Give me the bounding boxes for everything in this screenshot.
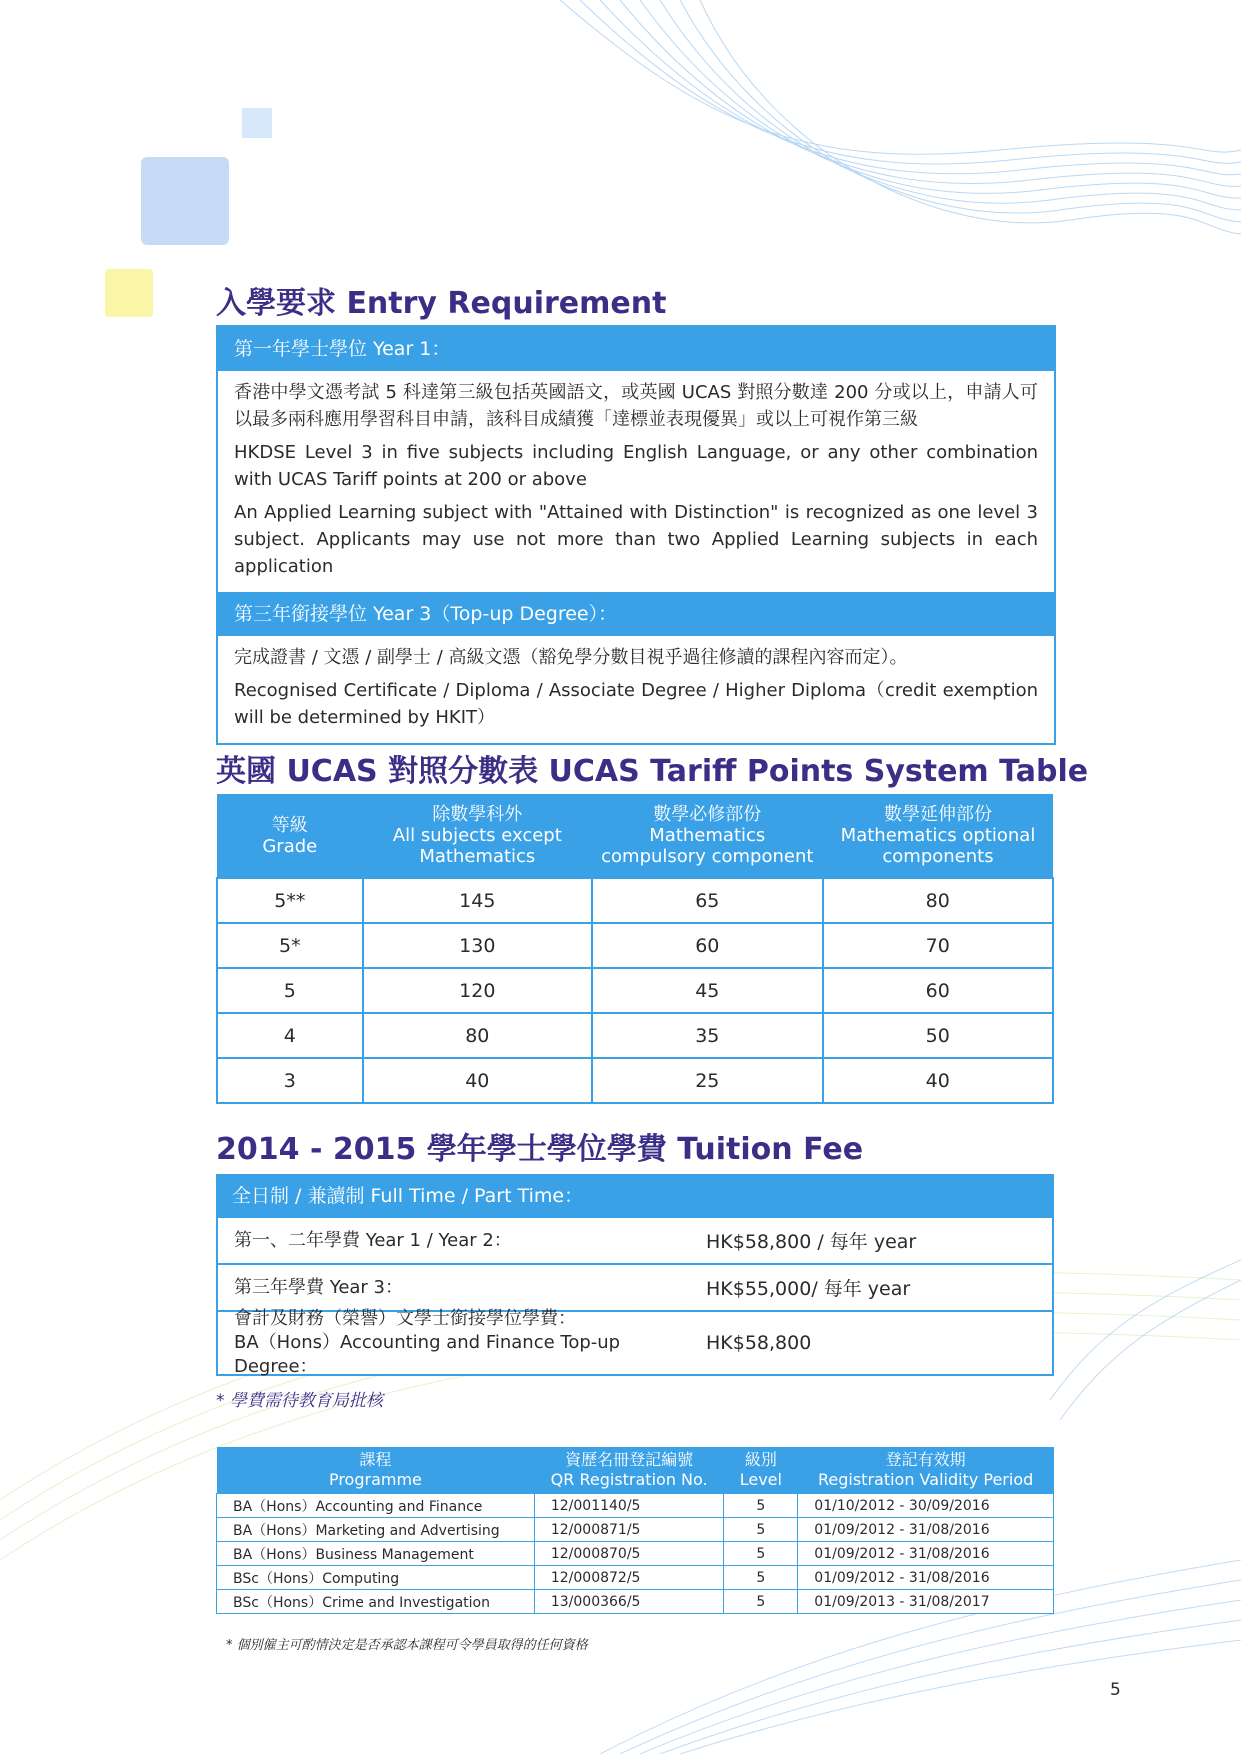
- table-cell: 5*: [217, 923, 363, 968]
- table-cell: 12/000871/5: [534, 1518, 724, 1542]
- year3-en-text: Recognised Certificate / Diploma / Associate Degree / Higher Diploma（credit exemption will be determined by HKIT）: [234, 680, 1038, 728]
- table-cell: 45: [592, 968, 822, 1013]
- fee-label-zh: 會計及財務（榮譽）文學士銜接學位學費：: [234, 1308, 576, 1329]
- table-row: [217, 968, 1053, 1013]
- table-cell: 5: [724, 1566, 798, 1590]
- table-cell: 4: [217, 1013, 363, 1058]
- table-cell: 12/000872/5: [534, 1566, 724, 1590]
- tariff-header-row: [217, 794, 1053, 878]
- table-cell: 35: [592, 1013, 822, 1058]
- table-row: [217, 878, 1053, 923]
- fee-note: * 學費需待教育局批核: [216, 1391, 383, 1411]
- table-cell: 5: [724, 1518, 798, 1542]
- table-cell: 120: [363, 968, 592, 1013]
- entry-requirement-box: [216, 325, 1056, 745]
- table-row: [217, 1566, 1054, 1590]
- table-cell: 130: [363, 923, 592, 968]
- tariff-header-all-subjects: 除數學科外 All subjects except Mathematics: [363, 794, 592, 878]
- table-cell: 50: [823, 1013, 1053, 1058]
- table-cell: BA（Hons）Marketing and Advertising: [217, 1518, 535, 1542]
- year1-applied-learning-text: An Applied Learning subject with "Attained with Distinction" is recognized as one level 3 subject. Applicants may use not more than two Applied Learning subjects in each application: [234, 502, 1038, 577]
- fee-row: [216, 1308, 1054, 1377]
- table-row: [217, 1590, 1054, 1614]
- table-cell: 3: [217, 1058, 363, 1103]
- table-cell: BSc（Hons）Crime and Investigation: [217, 1590, 535, 1614]
- table-cell: BA（Hons）Business Management: [217, 1542, 535, 1566]
- year3-body: [218, 636, 1054, 743]
- table-cell: 80: [823, 878, 1053, 923]
- table-cell: 40: [823, 1058, 1053, 1103]
- tariff-header-math-optional: 數學延伸部份 Mathematics optional components: [823, 794, 1053, 878]
- table-cell: BSc（Hons）Computing: [217, 1566, 535, 1590]
- table-cell: 01/09/2012 - 31/08/2016: [798, 1566, 1054, 1590]
- tuition-fee-title: 2014 - 2015 學年學士學位學費 Tuition Fee: [216, 1132, 864, 1167]
- table-row: [217, 1542, 1054, 1566]
- tuition-fee-box: [216, 1174, 1054, 1376]
- reg-header-programme: 課程 Programme: [217, 1447, 535, 1494]
- table-row: [217, 1058, 1053, 1103]
- fee-label: [218, 1308, 706, 1377]
- table-cell: 01/09/2012 - 31/08/2016: [798, 1542, 1054, 1566]
- table-cell: 12/000870/5: [534, 1542, 724, 1566]
- year1-en-text: HKDSE Level 3 in five subjects including English Language, or any other combination with UCAS Tariff points at 200 or above: [234, 442, 1038, 490]
- table-cell: 5: [724, 1590, 798, 1614]
- registration-note: * 個別僱主可酌情決定是否承認本課程可令學員取得的任何資格: [226, 1638, 588, 1653]
- table-cell: 25: [592, 1058, 822, 1103]
- year1-body: [218, 371, 1054, 592]
- table-cell: 01/09/2013 - 31/08/2017: [798, 1590, 1054, 1614]
- qr-registration-table: [216, 1447, 1054, 1614]
- table-cell: 145: [363, 878, 592, 923]
- table-row: [217, 1013, 1053, 1058]
- table-cell: 80: [363, 1013, 592, 1058]
- reg-header-validity: 登記有效期 Registration Validity Period: [798, 1447, 1054, 1494]
- reg-header-qr-no: 資歷名冊登記編號 QR Registration No.: [534, 1447, 724, 1494]
- decor-square-large: [141, 157, 229, 245]
- table-row: [217, 1518, 1054, 1542]
- reg-header-level: 級別 Level: [724, 1447, 798, 1494]
- fee-row: [216, 1218, 1054, 1265]
- ucas-tariff-title: 英國 UCAS 對照分數表 UCAS Tariff Points System Table: [216, 754, 1089, 789]
- fee-label: 第三年學費 Year 3：: [234, 1276, 404, 1298]
- table-cell: 40: [363, 1058, 592, 1103]
- fee-row: [216, 1265, 1054, 1312]
- fee-value: HK$58,800: [706, 1332, 812, 1354]
- table-row: [217, 923, 1053, 968]
- table-cell: 65: [592, 878, 822, 923]
- table-cell: BA（Hons）Accounting and Finance: [217, 1494, 535, 1518]
- table-cell: 01/10/2012 - 30/09/2016: [798, 1494, 1054, 1518]
- table-cell: 5**: [217, 878, 363, 923]
- table-cell: 5: [217, 968, 363, 1013]
- table-cell: 5: [724, 1542, 798, 1566]
- ucas-tariff-table: [216, 794, 1054, 1104]
- fee-label: 第一、二年學費 Year 1 / Year 2：: [234, 1229, 512, 1251]
- table-cell: 5: [724, 1494, 798, 1518]
- year1-header: 第一年學士學位 Year 1：: [218, 327, 1054, 371]
- table-row: [217, 1494, 1054, 1518]
- fee-header: 全日制 / 兼讀制 Full Time / Part Time：: [216, 1174, 1054, 1218]
- table-cell: 12/001140/5: [534, 1494, 724, 1518]
- table-cell: 13/000366/5: [534, 1590, 724, 1614]
- table-cell: 01/09/2012 - 31/08/2016: [798, 1518, 1054, 1542]
- table-cell: 60: [823, 968, 1053, 1013]
- decor-square-small: [242, 108, 272, 138]
- entry-requirement-title: 入學要求 Entry Requirement: [216, 286, 667, 321]
- tariff-header-grade: 等級 Grade: [217, 794, 363, 878]
- table-cell: 60: [592, 923, 822, 968]
- year1-zh-text: 香港中學文憑考試 5 科達第三級包括英國語文，或英國 UCAS 對照分數達 200 分或以上，申請人可以最多兩科應用學習科目申請，該科目成績獲「達標並表現優異」或以上可視作第三級: [234, 382, 1038, 430]
- table-cell: 70: [823, 923, 1053, 968]
- reg-header-row: [217, 1447, 1054, 1494]
- fee-value: HK$58,800 / 每年 year: [706, 1231, 917, 1253]
- decor-square-yellow: [105, 269, 153, 317]
- year3-zh-text: 完成證書 / 文憑 / 副學士 / 高級文憑（豁免學分數目視乎過往修讀的課程內容而定）。: [234, 647, 908, 668]
- fee-value: HK$55,000/ 每年 year: [706, 1278, 911, 1300]
- page-number: 5: [1110, 1680, 1121, 1700]
- year3-header: 第三年銜接學位 Year 3（Top-up Degree）：: [218, 592, 1054, 636]
- fee-label-en: BA（Hons）Accounting and Finance Top-up Degree：: [234, 1332, 621, 1377]
- tariff-header-math-compulsory: 數學必修部份 Mathematics compulsory component: [592, 794, 822, 878]
